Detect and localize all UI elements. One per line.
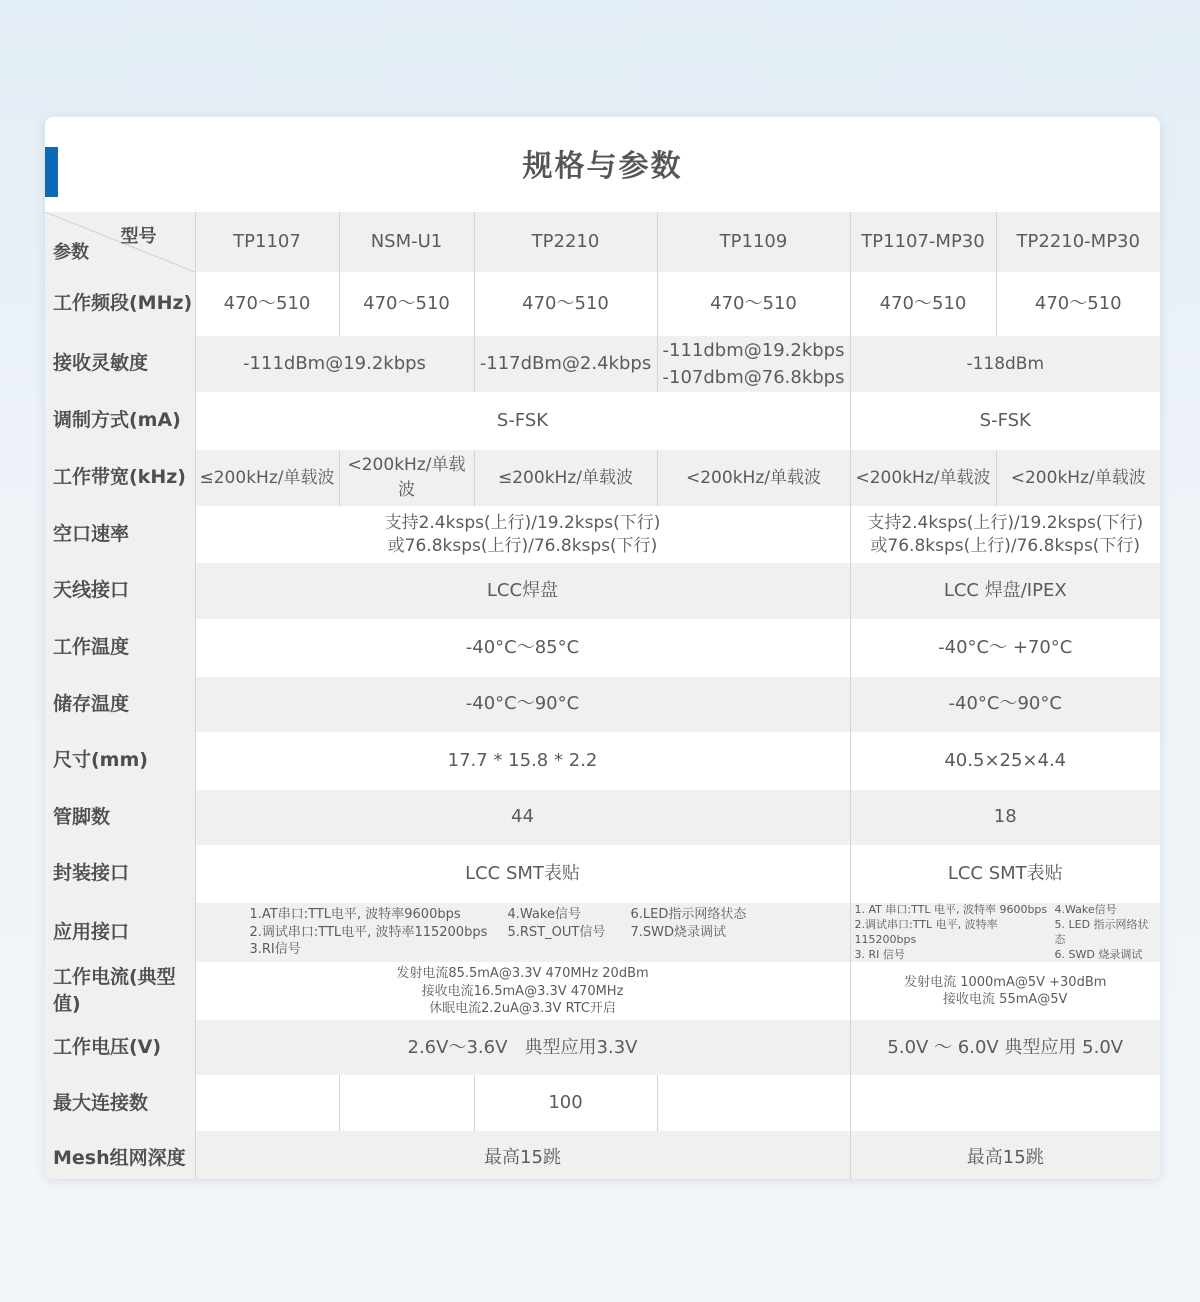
cell-value: LCC 焊盘/IPEX	[850, 563, 1160, 619]
cell-value: 40.5×25×4.4	[850, 732, 1160, 790]
cell-value: -117dBm@2.4kbps	[474, 336, 657, 392]
cell-value: LCC SMT表贴	[850, 845, 1160, 903]
cell-line: 发射电流 1000mA@5V +30dBm	[904, 974, 1107, 990]
list-item: 3.RI信号	[249, 942, 301, 958]
row-voltage	[45, 1020, 1160, 1075]
cell-value: ≤200kHz/单载波	[474, 450, 657, 506]
cell-value: -40°C～90°C	[850, 677, 1160, 732]
cell-value	[850, 506, 1160, 563]
cell-value: -40°C～ +70°C	[850, 619, 1160, 677]
row-current	[45, 962, 1160, 1020]
list-item: 3. RI 信号	[854, 947, 905, 961]
row-label: 尺寸(mm)	[45, 732, 195, 790]
cell-value	[850, 903, 1160, 962]
cell-empty	[850, 1075, 1160, 1131]
cell-line: -111dbm@19.2kbps	[662, 340, 845, 361]
list-item: 1.AT串口:TTL电平, 波特率9600bps	[249, 907, 461, 923]
row-max-connections	[45, 1075, 1160, 1131]
row-label: Mesh组网深度	[45, 1131, 195, 1179]
cell-value	[850, 962, 1160, 1020]
row-bandwidth	[45, 450, 1160, 506]
cell-value: 17.7 * 15.8 * 2.2	[195, 732, 850, 790]
cell-value: -111dBm@19.2kbps	[195, 336, 474, 392]
model-header: TP1109	[657, 212, 850, 272]
row-label: 应用接口	[45, 903, 195, 962]
list-item: 1. AT 串口:TTL 电平, 波特率 9600bps	[854, 903, 1048, 916]
row-label: 储存温度	[45, 677, 195, 732]
list-item: 5.RST_OUT信号	[507, 924, 606, 940]
cell-line: 休眠电流2.2uA@3.3V RTC开启	[429, 1001, 616, 1017]
cell-line: 接收电流 55mA@5V	[943, 992, 1068, 1008]
cell-line: 支持2.4ksps(上行)/19.2ksps(下行)	[384, 512, 661, 533]
cell-value: S-FSK	[195, 392, 850, 450]
cell-value: 最高15跳	[195, 1131, 850, 1179]
cell-line: 支持2.4ksps(上行)/19.2ksps(下行)	[867, 512, 1144, 533]
cell-value	[195, 962, 850, 1020]
cell-value: <200kHz/单载波	[850, 450, 996, 506]
row-label: 工作电流(典型值)	[45, 962, 195, 1020]
cell-empty	[339, 1075, 474, 1131]
row-app-interface	[45, 903, 1160, 962]
cell-value: 470～510	[474, 272, 657, 336]
cell-line: 发射电流85.5mA@3.3V 470MHz 20dBm	[396, 966, 649, 982]
corner-model-label: 型号	[120, 226, 157, 247]
cell-value: S-FSK	[850, 392, 1160, 450]
cell-empty	[195, 1075, 339, 1131]
cell-value: -40°C～85°C	[195, 619, 850, 677]
cell-value: ≤200kHz/单载波	[195, 450, 339, 506]
cell-value	[195, 903, 850, 962]
cell-value: <200kHz/单载波	[996, 450, 1160, 506]
row-label: 最大连接数	[45, 1075, 195, 1131]
list-item: 7.SWD烧录调试	[630, 924, 727, 940]
cell-value: 最高15跳	[850, 1131, 1160, 1179]
app-interface-list	[250, 906, 848, 959]
list-item: 4.Wake信号	[1054, 903, 1117, 916]
row-label: 工作带宽(kHz)	[45, 450, 195, 506]
cell-value: <200kHz/单载波	[657, 450, 850, 506]
cell-value: <200kHz/单载波	[339, 450, 474, 506]
list-item: 2.调试串口:TTL 电平, 波特率 115200bps	[854, 917, 998, 946]
corner-header-cell	[45, 212, 195, 272]
row-label: 工作温度	[45, 619, 195, 677]
cell-line: -107dbm@76.8kbps	[662, 367, 845, 388]
row-label: 天线接口	[45, 563, 195, 619]
row-storage-temp	[45, 677, 1160, 732]
cell-value: 470～510	[850, 272, 996, 336]
row-label: 接收灵敏度	[45, 336, 195, 392]
row-label: 工作电压(V)	[45, 1020, 195, 1075]
row-air-rate	[45, 506, 1160, 563]
cell-value	[657, 336, 850, 392]
cell-value: 44	[195, 790, 850, 845]
page-title: 规格与参数	[522, 149, 683, 184]
row-frequency	[45, 272, 1160, 336]
cell-value: LCC焊盘	[195, 563, 850, 619]
cell-line: 接收电流16.5mA@3.3V 470MHz	[421, 983, 624, 999]
cell-value: -118dBm	[850, 336, 1160, 392]
cell-value: 18	[850, 790, 1160, 845]
cell-empty	[657, 1075, 850, 1131]
cell-value: 5.0V ～ 6.0V 典型应用 5.0V	[850, 1020, 1160, 1075]
cell-value: 470～510	[996, 272, 1160, 336]
list-item: 6. SWD 烧录调试	[1054, 947, 1143, 961]
spec-card	[45, 117, 1160, 1179]
cell-value: 2.6V～3.6V 典型应用3.3V	[195, 1020, 850, 1075]
list-item: 2.调试串口:TTL电平, 波特率115200bps	[249, 924, 488, 940]
list-item: 5. LED 指示网络状态	[1054, 917, 1149, 946]
spec-table	[45, 212, 1160, 1179]
row-size	[45, 732, 1160, 790]
cell-value	[195, 506, 850, 563]
row-label: 封装接口	[45, 845, 195, 903]
model-header: TP1107	[195, 212, 339, 272]
model-header: TP1107-MP30	[850, 212, 996, 272]
row-mesh-depth	[45, 1131, 1160, 1179]
cell-value: 100	[474, 1075, 657, 1131]
row-antenna	[45, 563, 1160, 619]
cell-line: 或76.8ksps(上行)/76.8ksps(下行)	[870, 535, 1141, 556]
cell-value: 470～510	[195, 272, 339, 336]
cell-value: LCC SMT表贴	[195, 845, 850, 903]
model-header: TP2210-MP30	[996, 212, 1160, 272]
list-item: 6.LED指示网络状态	[630, 907, 747, 923]
model-header: TP2210	[474, 212, 657, 272]
corner-param-label: 参数	[53, 241, 89, 263]
row-modulation	[45, 392, 1160, 450]
row-package	[45, 845, 1160, 903]
cell-value: 470～510	[339, 272, 474, 336]
cell-line: 或76.8ksps(上行)/76.8ksps(下行)	[387, 535, 658, 556]
row-pin-count	[45, 790, 1160, 845]
row-label: 工作频段(MHz)	[45, 272, 195, 336]
header-row	[45, 212, 1160, 272]
list-item: 4.Wake信号	[507, 907, 581, 923]
row-sensitivity	[45, 336, 1160, 392]
cell-value: 470～510	[657, 272, 850, 336]
row-label: 空口速率	[45, 506, 195, 563]
cell-value: -40°C～90°C	[195, 677, 850, 732]
row-label: 调制方式(mA)	[45, 392, 195, 450]
row-operating-temp	[45, 619, 1160, 677]
app-interface-list	[855, 903, 1159, 962]
row-label: 管脚数	[45, 790, 195, 845]
model-header: NSM-U1	[339, 212, 474, 272]
